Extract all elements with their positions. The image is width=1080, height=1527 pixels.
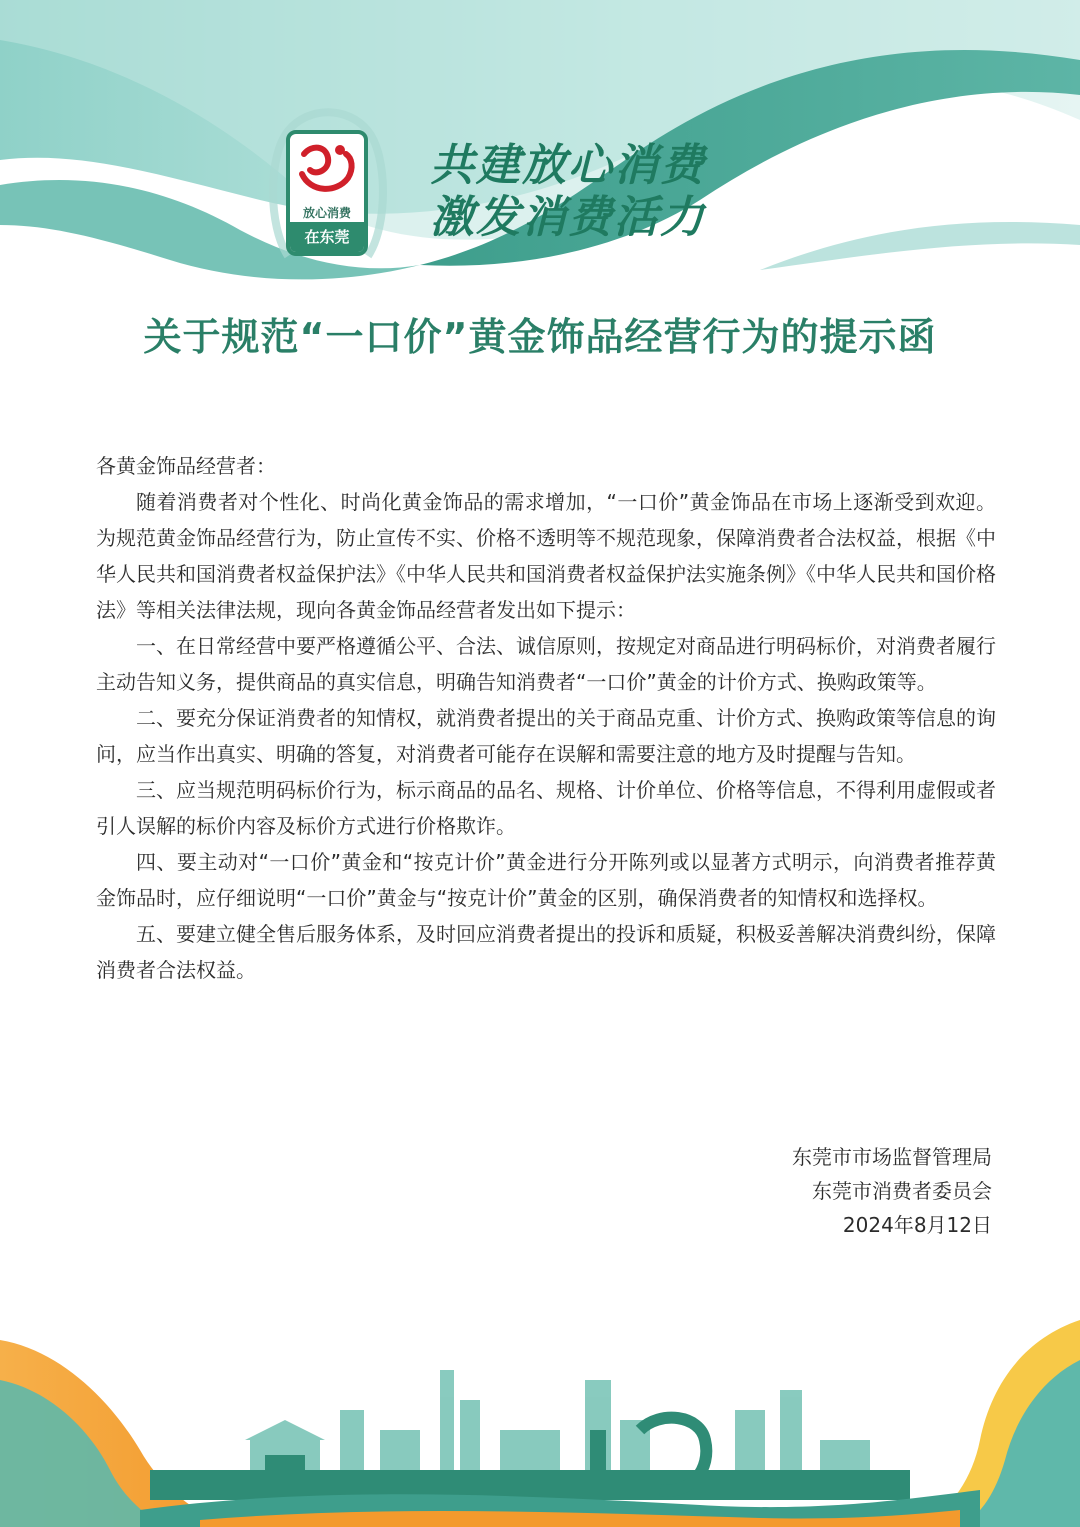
signature-block	[792, 1140, 992, 1242]
paragraph-item-2: 二、要充分保证消费者的知情权，就消费者提出的关于商品克重、计价方式、换购政策等信息的询问，应当作出真实、明确的答复，对消费者可能存在误解和需要注意的地方及时提醒与告知。	[96, 706, 996, 766]
logo-line1: 放心消费	[302, 206, 351, 220]
document-body	[96, 448, 996, 988]
paragraph-item-1: 一、在日常经营中要严格遵循公平、合法、诚信原则，按规定对商品进行明码标价，对消费者履行主动告知义务，提供商品的真实信息，明确告知消费者“一口价”黄金的计价方式、换购政策等。	[96, 634, 996, 694]
paragraph-item-4: 四、要主动对“一口价”黄金和“按克计价”黄金进行分开陈列或以显著方式明示，向消费者推荐黄金饰品时，应仔细说明“一口价”黄金与“按克计价”黄金的区别，确保消费者的知情权和选择权。	[96, 850, 996, 910]
signature-date: 2024年8月12日	[842, 1213, 992, 1237]
paragraph-item-5: 五、要建立健全售后服务体系，及时回应消费者提出的投诉和质疑，积极妥善解决消费纠纷，保障消费者合法权益。	[96, 922, 996, 982]
paragraph-intro: 随着消费者对个性化、时尚化黄金饰品的需求增加，“一口价”黄金饰品在市场上逐渐受到欢迎。为规范黄金饰品经营行为，防止宣传不实、价格不透明等不规范现象，保障消费者合法权益，根据《中华人民共和国消费者权益保护法》《中华人民共和国消费者权益保护法实施条例》《中华人民共和国价格法》等相关法律法规，现向各黄金饰品经营者发出如下提示：	[96, 490, 996, 622]
logo	[268, 106, 388, 276]
signature-org-2: 东莞市消费者委员会	[812, 1179, 992, 1203]
logo-badge	[286, 130, 368, 256]
slogan	[430, 140, 706, 244]
slogan-line2: 激发消费活力	[430, 192, 706, 243]
heart-swirl-icon	[296, 140, 358, 196]
signature-org-1: 东莞市市场监督管理局	[792, 1145, 992, 1169]
slogan-line1: 共建放心消费	[430, 140, 706, 191]
logo-line2: 在东莞	[290, 222, 364, 252]
salutation: 各黄金饰品经营者：	[96, 454, 276, 478]
footer-skyline-background	[0, 1320, 1080, 1527]
document-title: 关于规范“一口价”黄金饰品经营行为的提示函	[143, 315, 937, 359]
paragraph-item-3: 三、应当规范明码标价行为，标示商品的品名、规格、计价单位、价格等信息，不得利用虚假或者引人误解的标价内容及标价方式进行价格欺诈。	[96, 778, 996, 838]
